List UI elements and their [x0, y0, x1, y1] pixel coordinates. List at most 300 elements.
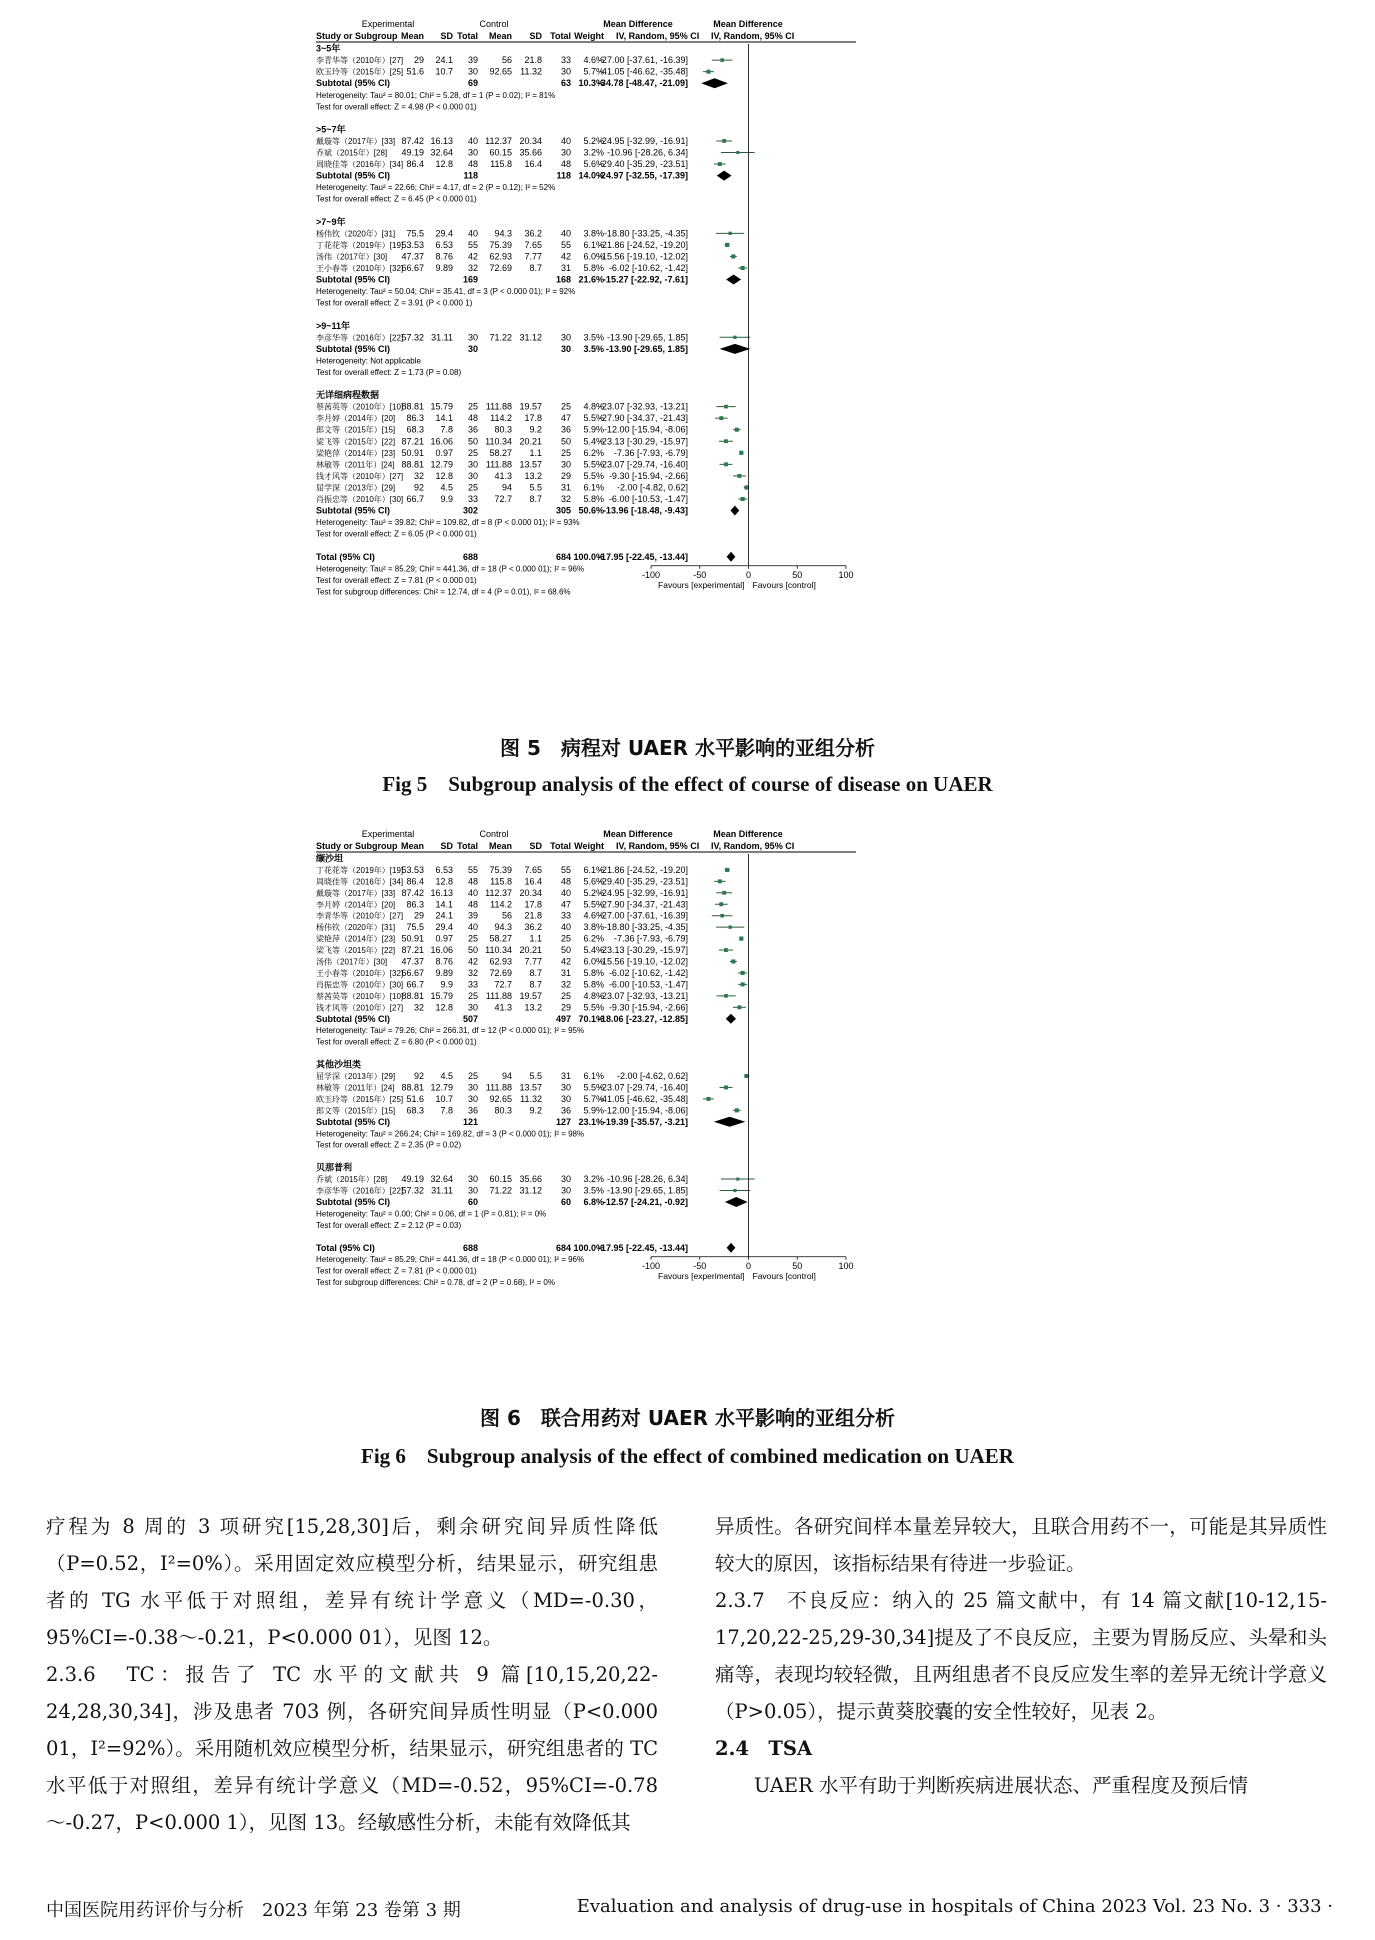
exp-mean: 51.6 — [406, 1093, 424, 1104]
exp-mean: 29 — [413, 910, 424, 921]
exp-sd: 31.11 — [431, 332, 453, 343]
exp-total: 55 — [467, 864, 478, 875]
exp-mean: 66.67 — [401, 263, 424, 273]
exp-mean: 32 — [413, 1002, 424, 1013]
stat-note: Heterogeneity: Tau² = 85.29; Chi² = 441.36, df = 18 (P < 0.000 01); I² = 96% — [316, 1255, 585, 1265]
subtotal-ci: -12.57 [-24.21, -0.92] — [602, 1196, 688, 1207]
exp-total: 25 — [467, 1071, 478, 1081]
ctrl-sd: 17.8 — [524, 899, 542, 910]
header-sd-exp: SD — [440, 31, 453, 41]
study-point — [725, 243, 729, 247]
exp-sd: 24.1 — [435, 55, 453, 66]
study-label: 郎文等（2015年）[15] — [316, 425, 396, 435]
exp-total: 30 — [467, 1093, 478, 1104]
stat-note: Heterogeneity: Tau² = 0.00; Chi² = 0.06, df = 1 (P = 0.81); I² = 0% — [316, 1209, 547, 1219]
header-control: Control — [479, 829, 509, 839]
study-point — [720, 914, 724, 918]
body-paragraph: 疗程为 8 周的 3 项研究[15,28,30]后，剩余研究间异质性降低（P=0.52，I²=0%）。采用固定效应模型分析，结果显示，研究组患者的 TG 水平低于对照组，差异有统计学意义（MD=-0.30，95%CI=-0.38～-0.21，P<0.000 01），见图 12。 — [46, 1515, 658, 1649]
header-ci: IV, Random, 95% CI — [616, 31, 700, 41]
ci-value: -23.07 [-29.74, -16.40] — [598, 459, 688, 470]
subtotal-exp-total: 121 — [462, 1116, 478, 1127]
exp-mean: 88.81 — [401, 401, 424, 412]
weight-value: 4.8% — [583, 990, 604, 1001]
study-label: 钱才风等（2010年）[27] — [316, 471, 404, 481]
x-tick-label: -50 — [693, 569, 707, 580]
body-left-column — [46, 1508, 658, 1841]
exp-total: 30 — [467, 1082, 478, 1093]
study-label: 丁花花等（2019年）[19] — [316, 865, 404, 875]
stat-note: Test for overall effect: Z = 2.35 (P = 0.02) — [316, 1140, 462, 1150]
ctrl-total: 30 — [560, 459, 571, 470]
header-total-exp: Total — [457, 31, 478, 41]
ctrl-mean: 111.88 — [485, 459, 512, 470]
ctrl-total: 25 — [560, 933, 571, 944]
study-label: 梁飞等（2015年）[22] — [316, 437, 396, 447]
ci-value: -12.00 [-15.94, -8.06] — [603, 424, 688, 435]
ctrl-total: 25 — [560, 990, 571, 1001]
exp-total: 25 — [467, 933, 478, 944]
ci-value: -6.02 [-10.62, -1.42] — [608, 967, 688, 978]
exp-total: 48 — [467, 876, 478, 887]
ci-value: -7.36 [-7.93, -6.79] — [613, 933, 688, 944]
subtotal-diamond — [717, 171, 732, 181]
ctrl-total: 47 — [560, 413, 571, 424]
ctrl-mean: 111.88 — [485, 1082, 512, 1093]
exp-total: 48 — [467, 159, 478, 170]
header-mean-ctrl: Mean — [488, 31, 512, 41]
subtotal-weight: 100.0% — [573, 1242, 604, 1253]
stat-note: Test for subgroup differences: Chi² = 12.74, df = 4 (P = 0.01), I² = 68.6% — [316, 587, 571, 597]
subtotal-ci: -15.27 [-22.92, -7.61] — [602, 274, 688, 285]
study-label: 梁飞等（2015年）[22] — [316, 946, 396, 956]
weight-value: 6.0% — [583, 956, 604, 967]
ctrl-sd: 5.5 — [529, 1071, 542, 1081]
ci-value: -2.00 [-4.82, 0.62] — [616, 482, 688, 493]
exp-mean: 66.67 — [401, 967, 424, 978]
ctrl-sd: 5.5 — [529, 482, 542, 493]
subtotal-weight: 10.3% — [578, 78, 604, 89]
ctrl-total: 33 — [560, 55, 571, 66]
ctrl-total: 48 — [560, 159, 571, 170]
subtotal-exp-total: 302 — [462, 505, 478, 516]
exp-mean: 87.21 — [401, 945, 424, 956]
ctrl-sd: 8.7 — [529, 494, 542, 504]
ctrl-sd: 1.1 — [529, 447, 542, 458]
stat-note: Heterogeneity: Tau² = 79.26; Chi² = 266.31, df = 12 (P < 0.000 01); I² = 95% — [316, 1026, 585, 1036]
ctrl-mean: 75.39 — [489, 864, 512, 875]
ctrl-mean: 92.65 — [489, 1093, 512, 1104]
study-label: 林敏等（2011年）[24] — [316, 460, 395, 470]
x-tick-label: 100 — [838, 569, 854, 580]
exp-sd: 14.1 — [435, 413, 453, 424]
weight-value: 3.8% — [583, 922, 604, 933]
ctrl-total: 50 — [560, 436, 571, 447]
exp-mean: 51.6 — [406, 66, 424, 77]
weight-value: 5.5% — [583, 459, 604, 470]
exp-total: 25 — [467, 990, 478, 1001]
ctrl-total: 40 — [560, 135, 571, 146]
exp-sd: 32.64 — [430, 147, 453, 158]
subtotal-label: Subtotal (95% CI) — [316, 1013, 391, 1024]
exp-total: 32 — [467, 263, 478, 273]
ctrl-sd: 8.7 — [529, 263, 542, 273]
weight-value: 3.8% — [583, 228, 604, 239]
ci-value: -2.00 [-4.62, 0.62] — [616, 1071, 688, 1081]
subtotal-ci: -13.96 [-18.48, -9.43] — [602, 505, 688, 516]
ctrl-mean: 94.3 — [494, 228, 512, 239]
study-label: 欧玉玲等（2015年）[25] — [316, 67, 404, 77]
stat-note: Test for overall effect: Z = 6.45 (P < 0.000 01) — [316, 194, 477, 204]
exp-sd: 29.4 — [435, 922, 453, 933]
subtotal-diamond — [727, 1243, 736, 1253]
subtotal-label: Subtotal (95% CI) — [316, 78, 391, 89]
exp-sd: 0.97 — [435, 933, 453, 944]
exp-total: 40 — [467, 135, 478, 146]
exp-total: 36 — [467, 1105, 478, 1116]
header-weight: Weight — [574, 841, 604, 851]
subtotal-ctrl-total: 168 — [555, 274, 571, 285]
ctrl-mean: 72.7 — [494, 979, 512, 990]
study-label: 李青华等（2010年）[27] — [316, 56, 404, 66]
exp-total: 30 — [467, 1174, 478, 1185]
exp-total: 48 — [467, 413, 478, 424]
ctrl-sd: 35.66 — [519, 1174, 542, 1185]
study-label: 周晓佳等（2016年）[34] — [316, 160, 404, 170]
ctrl-sd: 19.57 — [519, 990, 542, 1001]
ctrl-total: 36 — [560, 424, 571, 435]
favours-experimental-label: Favours [experimental] — [658, 1270, 745, 1281]
x-tick-label: 0 — [745, 1260, 752, 1271]
ctrl-mean: 41.3 — [494, 470, 512, 481]
exp-total: 30 — [467, 470, 478, 481]
header-sd-ctrl: SD — [529, 31, 542, 41]
study-label: 欧玉玲等（2015年）[25] — [316, 1094, 404, 1104]
exp-total: 55 — [467, 239, 478, 250]
forest-plot-fig6-svg — [316, 828, 1076, 1378]
header-mean-difference: Mean Difference — [603, 829, 673, 839]
exp-total: 30 — [467, 1002, 478, 1013]
ci-value: -23.13 [-30.29, -15.97] — [598, 436, 688, 447]
weight-value: 4.6% — [583, 910, 604, 921]
weight-value: 5.9% — [583, 424, 604, 435]
exp-mean: 66.7 — [406, 494, 424, 504]
ctrl-sd: 36.2 — [524, 228, 542, 239]
subtotal-label: Subtotal (95% CI) — [316, 1196, 391, 1207]
study-point — [731, 959, 735, 963]
exp-total: 42 — [467, 956, 478, 967]
ctrl-total: 30 — [560, 1185, 571, 1196]
ctrl-mean: 72.69 — [489, 967, 512, 978]
study-label: 梁艳萍（2014年）[23] — [316, 934, 396, 944]
ctrl-mean: 62.93 — [489, 956, 512, 967]
header-sd-exp: SD — [440, 841, 453, 851]
subtotal-ci: -18.06 [-23.27, -12.85] — [597, 1013, 688, 1024]
stat-note: Heterogeneity: Tau² = 22.66; Chi² = 4.17, df = 2 (P = 0.12); I² = 52% — [316, 183, 556, 193]
ctrl-sd: 16.4 — [524, 159, 542, 170]
exp-total: 25 — [467, 401, 478, 412]
exp-sd: 24.1 — [435, 910, 453, 921]
exp-mean: 57.32 — [401, 1185, 424, 1196]
ctrl-mean: 110.34 — [485, 945, 512, 956]
exp-sd: 7.8 — [440, 424, 453, 435]
header-study: Study or Subgroup — [316, 31, 398, 41]
weight-value: 5.4% — [583, 436, 604, 447]
ctrl-mean: 62.93 — [489, 251, 512, 262]
ctrl-mean: 94 — [501, 1071, 512, 1081]
ci-value: -24.95 [-32.99, -16.91] — [598, 887, 688, 898]
study-point — [739, 451, 743, 455]
ctrl-total: 55 — [560, 864, 571, 875]
ctrl-sd: 13.57 — [519, 1082, 542, 1093]
header-sd-ctrl: SD — [529, 841, 542, 851]
study-point — [733, 1189, 736, 1192]
weight-value: 5.9% — [583, 1105, 604, 1116]
exp-sd: 6.53 — [435, 864, 453, 875]
ctrl-sd: 21.8 — [524, 910, 542, 921]
x-tick-label: -100 — [641, 569, 661, 580]
ci-value: -27.00 [-37.61, -16.39] — [598, 55, 688, 66]
ctrl-sd: 21.8 — [524, 55, 542, 66]
stat-note: Test for overall effect: Z = 7.81 (P < 0.000 01) — [316, 1266, 477, 1276]
ctrl-mean: 80.3 — [494, 424, 512, 435]
subtotal-exp-total: 118 — [463, 170, 478, 181]
study-label: 屈学深（2013年）[29] — [316, 483, 396, 493]
exp-total: 30 — [467, 66, 478, 77]
header-mean-exp: Mean — [400, 31, 424, 41]
ctrl-total: 31 — [560, 967, 571, 978]
subtotal-ci: -13.90 [-29.65, 1.85] — [605, 343, 688, 354]
favours-control-label: Favours [control] — [752, 1270, 816, 1281]
subtotal-ctrl-total: 30 — [560, 343, 571, 354]
header-mean-difference: Mean Difference — [603, 19, 673, 29]
weight-value: 6.1% — [583, 1071, 604, 1081]
ctrl-total: 30 — [560, 147, 571, 158]
ctrl-sd: 31.12 — [519, 332, 542, 343]
study-label: 屈学深（2013年）[29] — [316, 1072, 396, 1081]
stat-note: Heterogeneity: Tau² = 80.01; Chi² = 5.28, df = 1 (P = 0.02); I² = 81% — [316, 90, 556, 100]
exp-mean: 66.7 — [406, 979, 424, 990]
ctrl-sd: 11.32 — [520, 66, 542, 77]
header-study: Study or Subgroup — [316, 841, 398, 851]
study-label: 肖振忠等（2010年）[30] — [316, 495, 404, 504]
ctrl-mean: 60.15 — [489, 147, 512, 158]
exp-mean: 29 — [413, 55, 424, 66]
weight-value: 5.4% — [583, 945, 604, 956]
study-point — [724, 1085, 728, 1089]
ctrl-total: 48 — [560, 876, 571, 887]
ctrl-total: 29 — [560, 1002, 571, 1013]
study-label: 戴璇等（2017年）[33] — [316, 136, 396, 146]
ci-value: -7.36 [-7.93, -6.79] — [613, 447, 688, 458]
exp-sd: 12.8 — [435, 1002, 453, 1013]
exp-sd: 9.9 — [440, 494, 453, 504]
exp-sd: 9.9 — [440, 979, 453, 990]
study-label: 蔡茜英等（2010年）[10] — [316, 402, 404, 412]
study-label: 李彦华等（2016年）[22] — [316, 333, 404, 343]
ctrl-mean: 75.39 — [489, 239, 512, 250]
ctrl-total: 33 — [560, 910, 571, 921]
subtotal-ci: -19.39 [-35.57, -3.21] — [602, 1116, 688, 1127]
subtotal-weight: 21.6% — [578, 274, 604, 285]
ctrl-total: 31 — [560, 1071, 571, 1081]
body-paragraph: 2.3.6 TC：报告了 TC 水平的文献共 9 篇[10,15,20,22-24,28,30,34]，涉及患者 703 例，各研究间异质性明显（P<0.000 01，I²=92%）。采用随机效应模型分析，结果显示，研究组患者的 TC 水平低于对照组，差异有统计学意义（MD=-0.52，95%CI=-0.78～-0.27，P<0.000 1），见图 13。经敏感性分析，未能有效降低其 — [46, 1663, 658, 1834]
weight-value: 5.5% — [583, 1002, 604, 1013]
weight-value: 5.6% — [583, 159, 604, 170]
exp-mean: 47.37 — [401, 956, 424, 967]
ctrl-sd: 13.2 — [524, 1002, 542, 1013]
study-point — [739, 937, 743, 941]
ctrl-total: 40 — [560, 228, 571, 239]
study-point — [719, 416, 723, 420]
exp-mean: 86.3 — [406, 413, 424, 424]
ctrl-mean: 111.88 — [485, 990, 512, 1001]
subtotal-ci: -24.97 [-32.55, -17.39] — [597, 170, 688, 181]
study-point — [741, 497, 745, 501]
ctrl-mean: 72.7 — [494, 494, 512, 504]
subtotal-label: Subtotal (95% CI) — [316, 274, 391, 285]
subgroup-label: 其他沙坦类 — [316, 1059, 362, 1070]
ctrl-mean: 94 — [501, 482, 512, 493]
ctrl-sd: 19.57 — [519, 401, 542, 412]
x-tick-label: 0 — [745, 569, 752, 580]
ci-value: -18.80 [-33.25, -4.35] — [603, 922, 688, 933]
study-point — [736, 1177, 739, 1180]
ctrl-sd: 17.8 — [524, 413, 542, 424]
ctrl-mean: 110.34 — [485, 436, 512, 447]
body-paragraph: 异质性。各研究间样本量差异较大，且联合用药不一，可能是其异质性较大的原因，该指标结果有待进一步验证。 — [715, 1515, 1327, 1575]
exp-mean: 49.19 — [401, 147, 424, 158]
ctrl-total: 55 — [560, 239, 571, 250]
weight-value: 6.2% — [583, 447, 604, 458]
exp-total: 25 — [467, 447, 478, 458]
x-tick-label: 100 — [838, 1260, 854, 1271]
ctrl-sd: 20.34 — [519, 135, 542, 146]
study-label: 周晓佳等（2016年）[34] — [316, 877, 404, 887]
exp-sd: 31.11 — [431, 1185, 453, 1196]
ci-value: -23.13 [-30.29, -15.97] — [598, 945, 688, 956]
ci-value: -18.80 [-33.25, -4.35] — [603, 228, 688, 239]
ctrl-sd: 1.1 — [529, 933, 542, 944]
study-label: 乔斌（2015年）[28] — [316, 1175, 388, 1185]
exp-sd: 12.79 — [430, 459, 453, 470]
subtotal-diamond — [730, 506, 739, 516]
ctrl-mean: 94.3 — [494, 922, 512, 933]
subtotal-weight: 23.1% — [578, 1116, 604, 1127]
ctrl-mean: 56 — [501, 910, 512, 921]
subtotal-weight: 50.6% — [578, 505, 604, 516]
subtotal-ctrl-total: 305 — [555, 505, 571, 516]
exp-mean: 75.5 — [406, 922, 424, 933]
x-tick-label: 50 — [792, 569, 803, 580]
study-label: 丁花花等（2019年）[19] — [316, 240, 404, 250]
study-point — [724, 439, 728, 443]
header-experimental: Experimental — [361, 829, 415, 839]
subgroup-label: >7~9年 — [316, 216, 346, 227]
ci-value: -29.40 [-35.29, -23.51] — [598, 876, 688, 887]
exp-mean: 50.91 — [401, 933, 424, 944]
study-label: 李月婷（2014年）[20] — [316, 414, 396, 424]
stat-note: Heterogeneity: Not applicable — [316, 356, 421, 366]
study-point — [719, 902, 723, 906]
fig5-caption-zh: 图 5 病程对 UAER 水平影响的亚组分析 — [500, 736, 875, 760]
exp-sd: 7.8 — [440, 1105, 453, 1116]
ctrl-total: 32 — [560, 494, 571, 504]
ctrl-total: 40 — [560, 887, 571, 898]
study-point — [725, 868, 729, 872]
exp-sd: 16.06 — [430, 436, 453, 447]
subtotal-ctrl-total: 63 — [560, 78, 571, 89]
ci-value: -6.00 [-10.53, -1.47] — [608, 979, 688, 990]
subtotal-label: Subtotal (95% CI) — [316, 170, 391, 181]
study-point — [706, 70, 710, 74]
ci-value: -21.86 [-24.52, -19.20] — [598, 864, 688, 875]
ctrl-total: 25 — [560, 447, 571, 458]
exp-mean: 75.5 — [406, 228, 424, 239]
exp-sd: 4.5 — [440, 482, 453, 493]
exp-mean: 68.3 — [406, 1105, 424, 1116]
ci-value: -13.90 [-29.65, 1.85] — [606, 332, 688, 343]
ctrl-mean: 60.15 — [489, 1174, 512, 1185]
subgroup-label: 无详细病程数据 — [316, 390, 380, 401]
exp-sd: 6.53 — [435, 239, 453, 250]
fig6-caption-en: Fig 6 Subgroup analysis of the effect of combined medication on UAER — [361, 1444, 1014, 1468]
ctrl-total: 30 — [560, 1082, 571, 1093]
exp-sd: 10.7 — [435, 66, 453, 77]
subtotal-diamond — [701, 78, 728, 88]
exp-sd: 8.76 — [435, 956, 453, 967]
exp-mean: 49.19 — [401, 1174, 424, 1185]
ci-value: -12.00 [-15.94, -8.06] — [603, 1105, 688, 1116]
ci-value: -13.90 [-29.65, 1.85] — [606, 1185, 688, 1196]
stat-note: Heterogeneity: Tau² = 39.82; Chi² = 109.82, df = 8 (P < 0.000 01); I² = 93% — [316, 518, 580, 528]
fig6-caption-zh: 图 6 联合用药对 UAER 水平影响的亚组分析 — [480, 1406, 895, 1430]
ctrl-mean: 111.88 — [485, 401, 512, 412]
subtotal-ctrl-total: 684 — [555, 1242, 571, 1253]
subtotal-diamond — [720, 344, 751, 354]
subgroup-label: 缬沙坦 — [316, 853, 344, 864]
exp-mean: 32 — [413, 470, 424, 481]
weight-value: 5.5% — [583, 1082, 604, 1093]
subtotal-weight: 100.0% — [573, 551, 604, 562]
exp-sd: 12.8 — [435, 159, 453, 170]
exp-total: 33 — [467, 979, 478, 990]
weight-value: 4.6% — [583, 55, 604, 66]
subtotal-ctrl-total: 60 — [560, 1196, 571, 1207]
ci-value: -9.30 [-15.94, -2.66] — [608, 1002, 688, 1013]
exp-total: 39 — [467, 910, 478, 921]
study-label: 王小春等（2010年）[32] — [316, 264, 404, 273]
subgroup-label: >5~7年 — [316, 124, 346, 135]
ctrl-total: 32 — [560, 979, 571, 990]
weight-value: 5.7% — [583, 1093, 604, 1104]
exp-total: 40 — [467, 887, 478, 898]
header-ci-plot: IV, Random, 95% CI — [711, 841, 795, 851]
exp-total: 36 — [467, 424, 478, 435]
exp-total: 30 — [467, 1185, 478, 1196]
exp-total: 30 — [467, 147, 478, 158]
ctrl-total: 50 — [560, 945, 571, 956]
study-label: 蔡茜英等（2010年）[10] — [316, 991, 404, 1001]
ctrl-mean: 71.22 — [489, 332, 512, 343]
exp-mean: 47.37 — [401, 251, 424, 262]
forest-plot-fig5 — [316, 18, 1076, 718]
study-label: 汤伟（2017年）[30] — [316, 957, 388, 967]
study-point — [722, 139, 726, 143]
ctrl-mean: 72.69 — [489, 263, 512, 273]
study-label: 戴璇等（2017年）[33] — [316, 888, 396, 898]
ctrl-mean: 92.65 — [489, 66, 512, 77]
ctrl-sd: 16.4 — [524, 876, 542, 887]
